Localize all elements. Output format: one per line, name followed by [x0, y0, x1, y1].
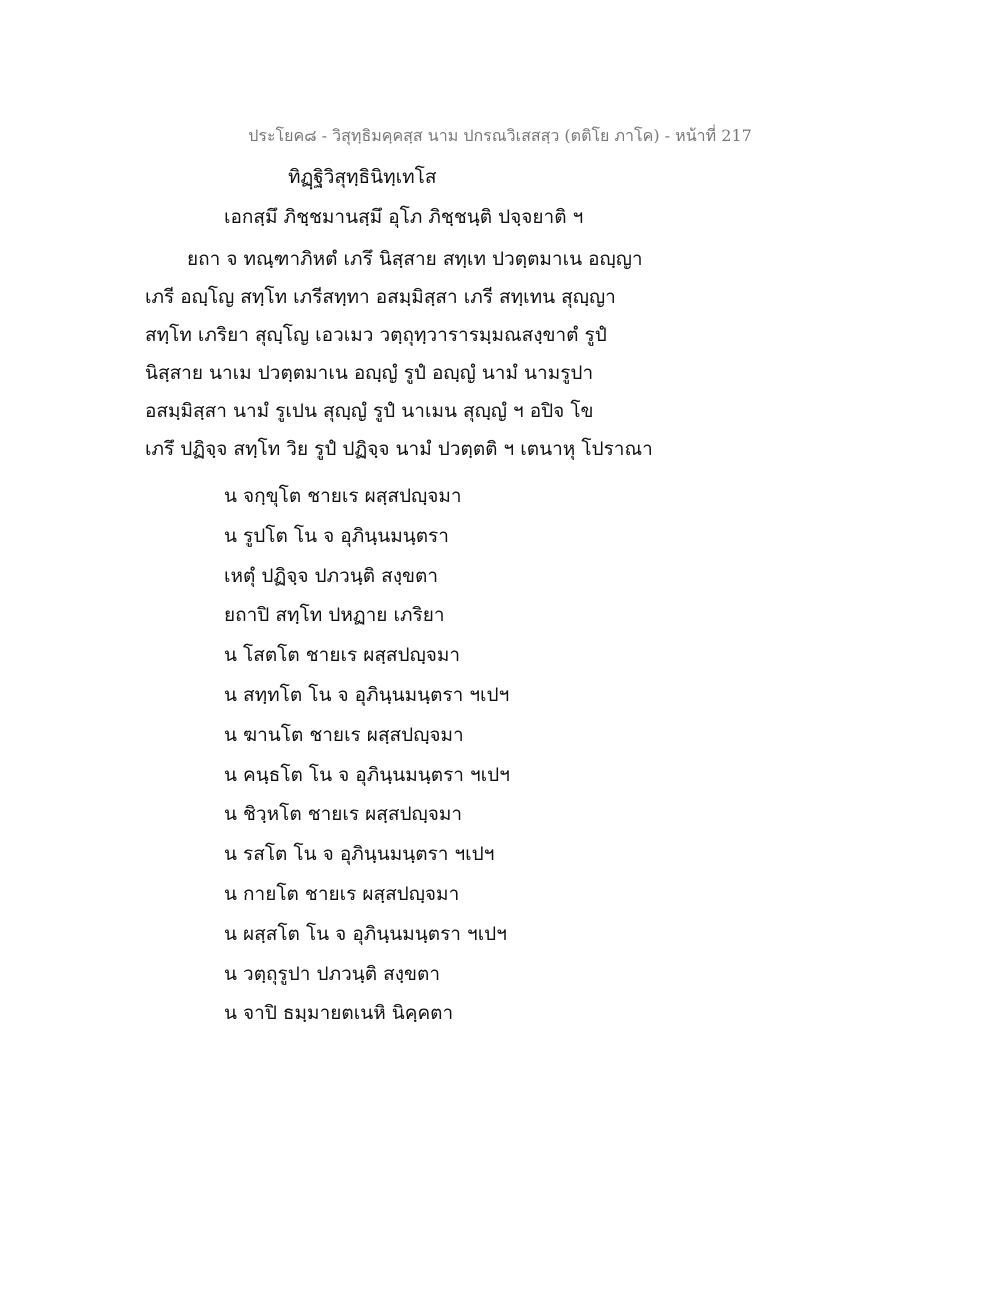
prose-line: เภรึ ปฏิจฺจ สทฺโท วิย รูปํ ปฏิจฺจ นามํ ปวตฺตติ ฯ เตนาหุ โปราณา: [145, 438, 653, 460]
prose-line: นิสฺสาย นาเม ปวตฺตมาเน อญฺญํ รูปํ อญฺญํ นามํ นามรูปา: [145, 362, 594, 384]
section-heading: ทิฏฺฐิวิสุทฺธินิทฺเทโส: [288, 166, 437, 188]
prose-line: เภรี อญฺโญ สทฺโท เภรีสทฺทา อสมฺมิสฺสา เภรี สทฺเทน สุญฺญา: [145, 286, 616, 308]
verse-line: น รูปโต โน จ อุภินฺนมนฺตรา: [224, 524, 449, 547]
verse-line: น วตฺถุรูปา ปภวนฺติ สงฺขตา: [224, 962, 441, 985]
verse-line: น ผสฺสโต โน จ อุภินฺนมนฺตรา ฯเปฯ: [224, 922, 507, 945]
verse-line: น ฆานโต ชายเร ผสฺสปญฺจมา: [224, 723, 464, 746]
prose-line: สทฺโท เภริยา สุญฺโญ เอวเมว วตฺถุทฺวารารมฺมณสงฺขาตํ รูปํ: [145, 324, 607, 346]
verse-line: น รสโต โน จ อุภินฺนมนฺตรา ฯเปฯ: [224, 843, 495, 866]
verse-line: น จกฺขุโต ชายเร ผสฺสปญฺจมา: [224, 485, 462, 507]
verse-line: ยถาปิ สทฺโท ปหฏาย เภริยา: [224, 604, 445, 627]
verse-block: [224, 477, 510, 1034]
verse-line: น สทฺทโต โน จ อุภินฺนมนฺตรา ฯเปฯ: [224, 683, 510, 706]
verse-line: เหตุํ ปฏิจฺจ ปภวนฺติ สงฺขตา: [224, 564, 439, 587]
page-header: ประโยค๘ - วิสุทฺธิมคฺคสฺส นาม ปกรณวิเสสสฺว (ตติโย ภาโค) - หน้าที่ 217: [248, 126, 752, 145]
verse-line: น จาปิ ธมฺมายตเนหิ นิคฺคตา: [224, 1002, 454, 1025]
verse-line: น โสตโต ชายเร ผสฺสปญฺจมา: [224, 644, 461, 667]
verse-line: น คนฺธโต โน จ อุภินฺนมนฺตรา ฯเปฯ: [224, 763, 510, 786]
prose-line: อสมฺมิสฺสา นามํ รูเปน สุญฺญํ รูปํ นาเมน สุญฺญํ ฯ อปิจ โข: [145, 400, 594, 422]
prose-line: ยถา จ ทณฺฑาภิหตํ เภรึ นิสฺสาย สทฺเท ปวตฺตมาเน อญฺญา: [187, 248, 643, 270]
intro-line: เอกสฺมึ ภิชฺชมานสฺมึ อุโภ ภิชฺชนฺติ ปจฺจยาติ ฯ: [224, 206, 584, 228]
prose-paragraph: [145, 240, 665, 468]
verse-line: น กายโต ชายเร ผสฺสปญฺจมา: [224, 882, 460, 905]
verse-line: น ชิวฺหโต ชายเร ผสฺสปญฺจมา: [224, 803, 463, 826]
